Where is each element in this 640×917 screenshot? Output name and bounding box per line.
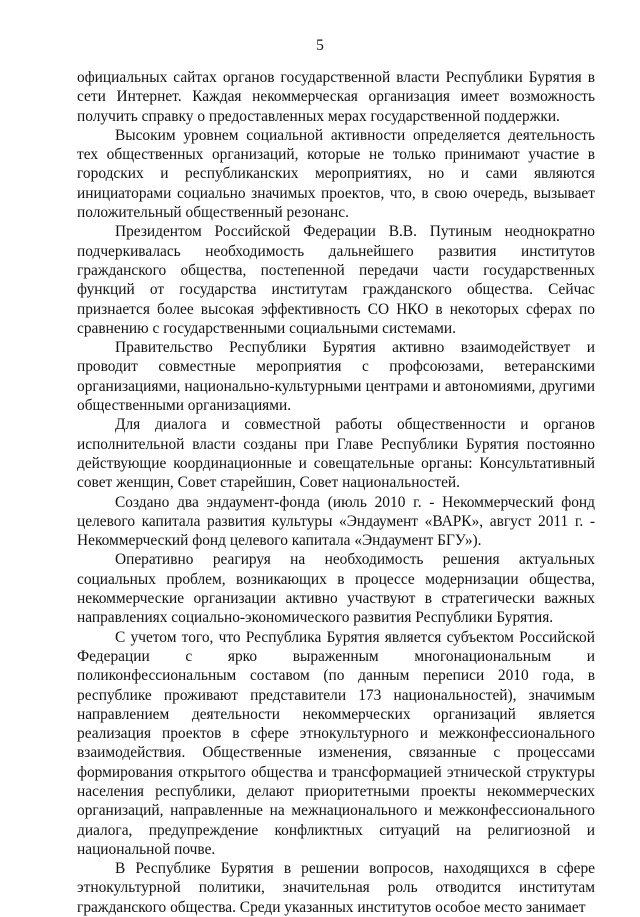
page-number: 5 [316, 37, 324, 54]
paragraph-dialogue-bodies: Для диалога и совместной работы общественности и органов исполнительной власти созданы при Главе Республики Бурятия постоянно действующие координационные и совещательные органы: Консультативный совет женщин, Совет старейшин, Совет национальностей. [77, 416, 595, 492]
paragraph-social-activity: Высоким уровнем социальной активности определяется деятельность тех общественных организаций, которые не только принимают участие в городских и республиканских мероприятиях, но и сами являются инициаторами социально значимых проектов, что, в свою очередь, вызывает положительный общественный резонанс. [77, 126, 595, 222]
paragraph-ethnocultural-policy: В Республике Бурятия в решении вопросов, находящихся в сфере этнокультурной политики, значительная роль отводится институтам гражданского общества. Среди указанных институтов особое место занимает [77, 860, 595, 916]
document-body [77, 68, 595, 917]
paragraph-social-problems: Оперативно реагируя на необходимость решения актуальных социальных проблем, возникающих в процессе модернизации общества, некоммерческие организации активно участвуют в стратегически важных направлениях социально-экономического развития Республики Бурятия. [77, 551, 595, 627]
paragraph-government-cooperation: Правительство Республики Бурятия активно взаимодействует и проводит совместные мероприятия с профсоюзами, ветеранскими организациями, национально-культурными центрами и автономиями, другими общественными организациями. [77, 339, 595, 415]
paragraph-president: Президентом Российской Федерации В.В. Путиным неоднократно подчеркивалась необходимость дальнейшего развития институтов гражданского общества, постепенной передачи части государственных функций от государства институтам гражданского общества. Сейчас признается более высокая эффективность СО НКО в некоторых сферах по сравнению с государственными социальными системами. [77, 223, 595, 337]
paragraph-endowment-funds: Создано два эндаумент-фонда (июль 2010 г. - Некоммерческий фонд целевого капитала развития культуры «Эндаумент «ВАРК», август 2011 г. - Некоммерческий фонд целевого капитала «Эндаумент БГУ»). [77, 493, 595, 550]
paragraph-multinational: С учетом того, что Республика Бурятия является субъектом Российской Федерации с ярко выраженным многонациональным и поликонфессиональным составом (по данным переписи 2010 года, в республике проживают представители 173 национальностей), значимым направлением деятельности некоммерческих организаций является реализация проектов в сфере этнокультурного и межконфессионального взаимодействия. Общественные изменения, связанные с процессами формирования открытого общества и трансформацией этнической структуры населения республики, делают приоритетными проекты некоммерческих организаций, направленные на межнационального и межконфессионального диалога, предупреждение конфликтных ситуаций на религиозной и национальной почве. [77, 628, 595, 858]
paragraph-continuation: официальных сайтах органов государственной власти Республики Бурятия в сети Интернет. Каждая некоммерческая организация имеет возможность получить справку о предоставленных мерах государственной поддержки. [77, 69, 595, 125]
